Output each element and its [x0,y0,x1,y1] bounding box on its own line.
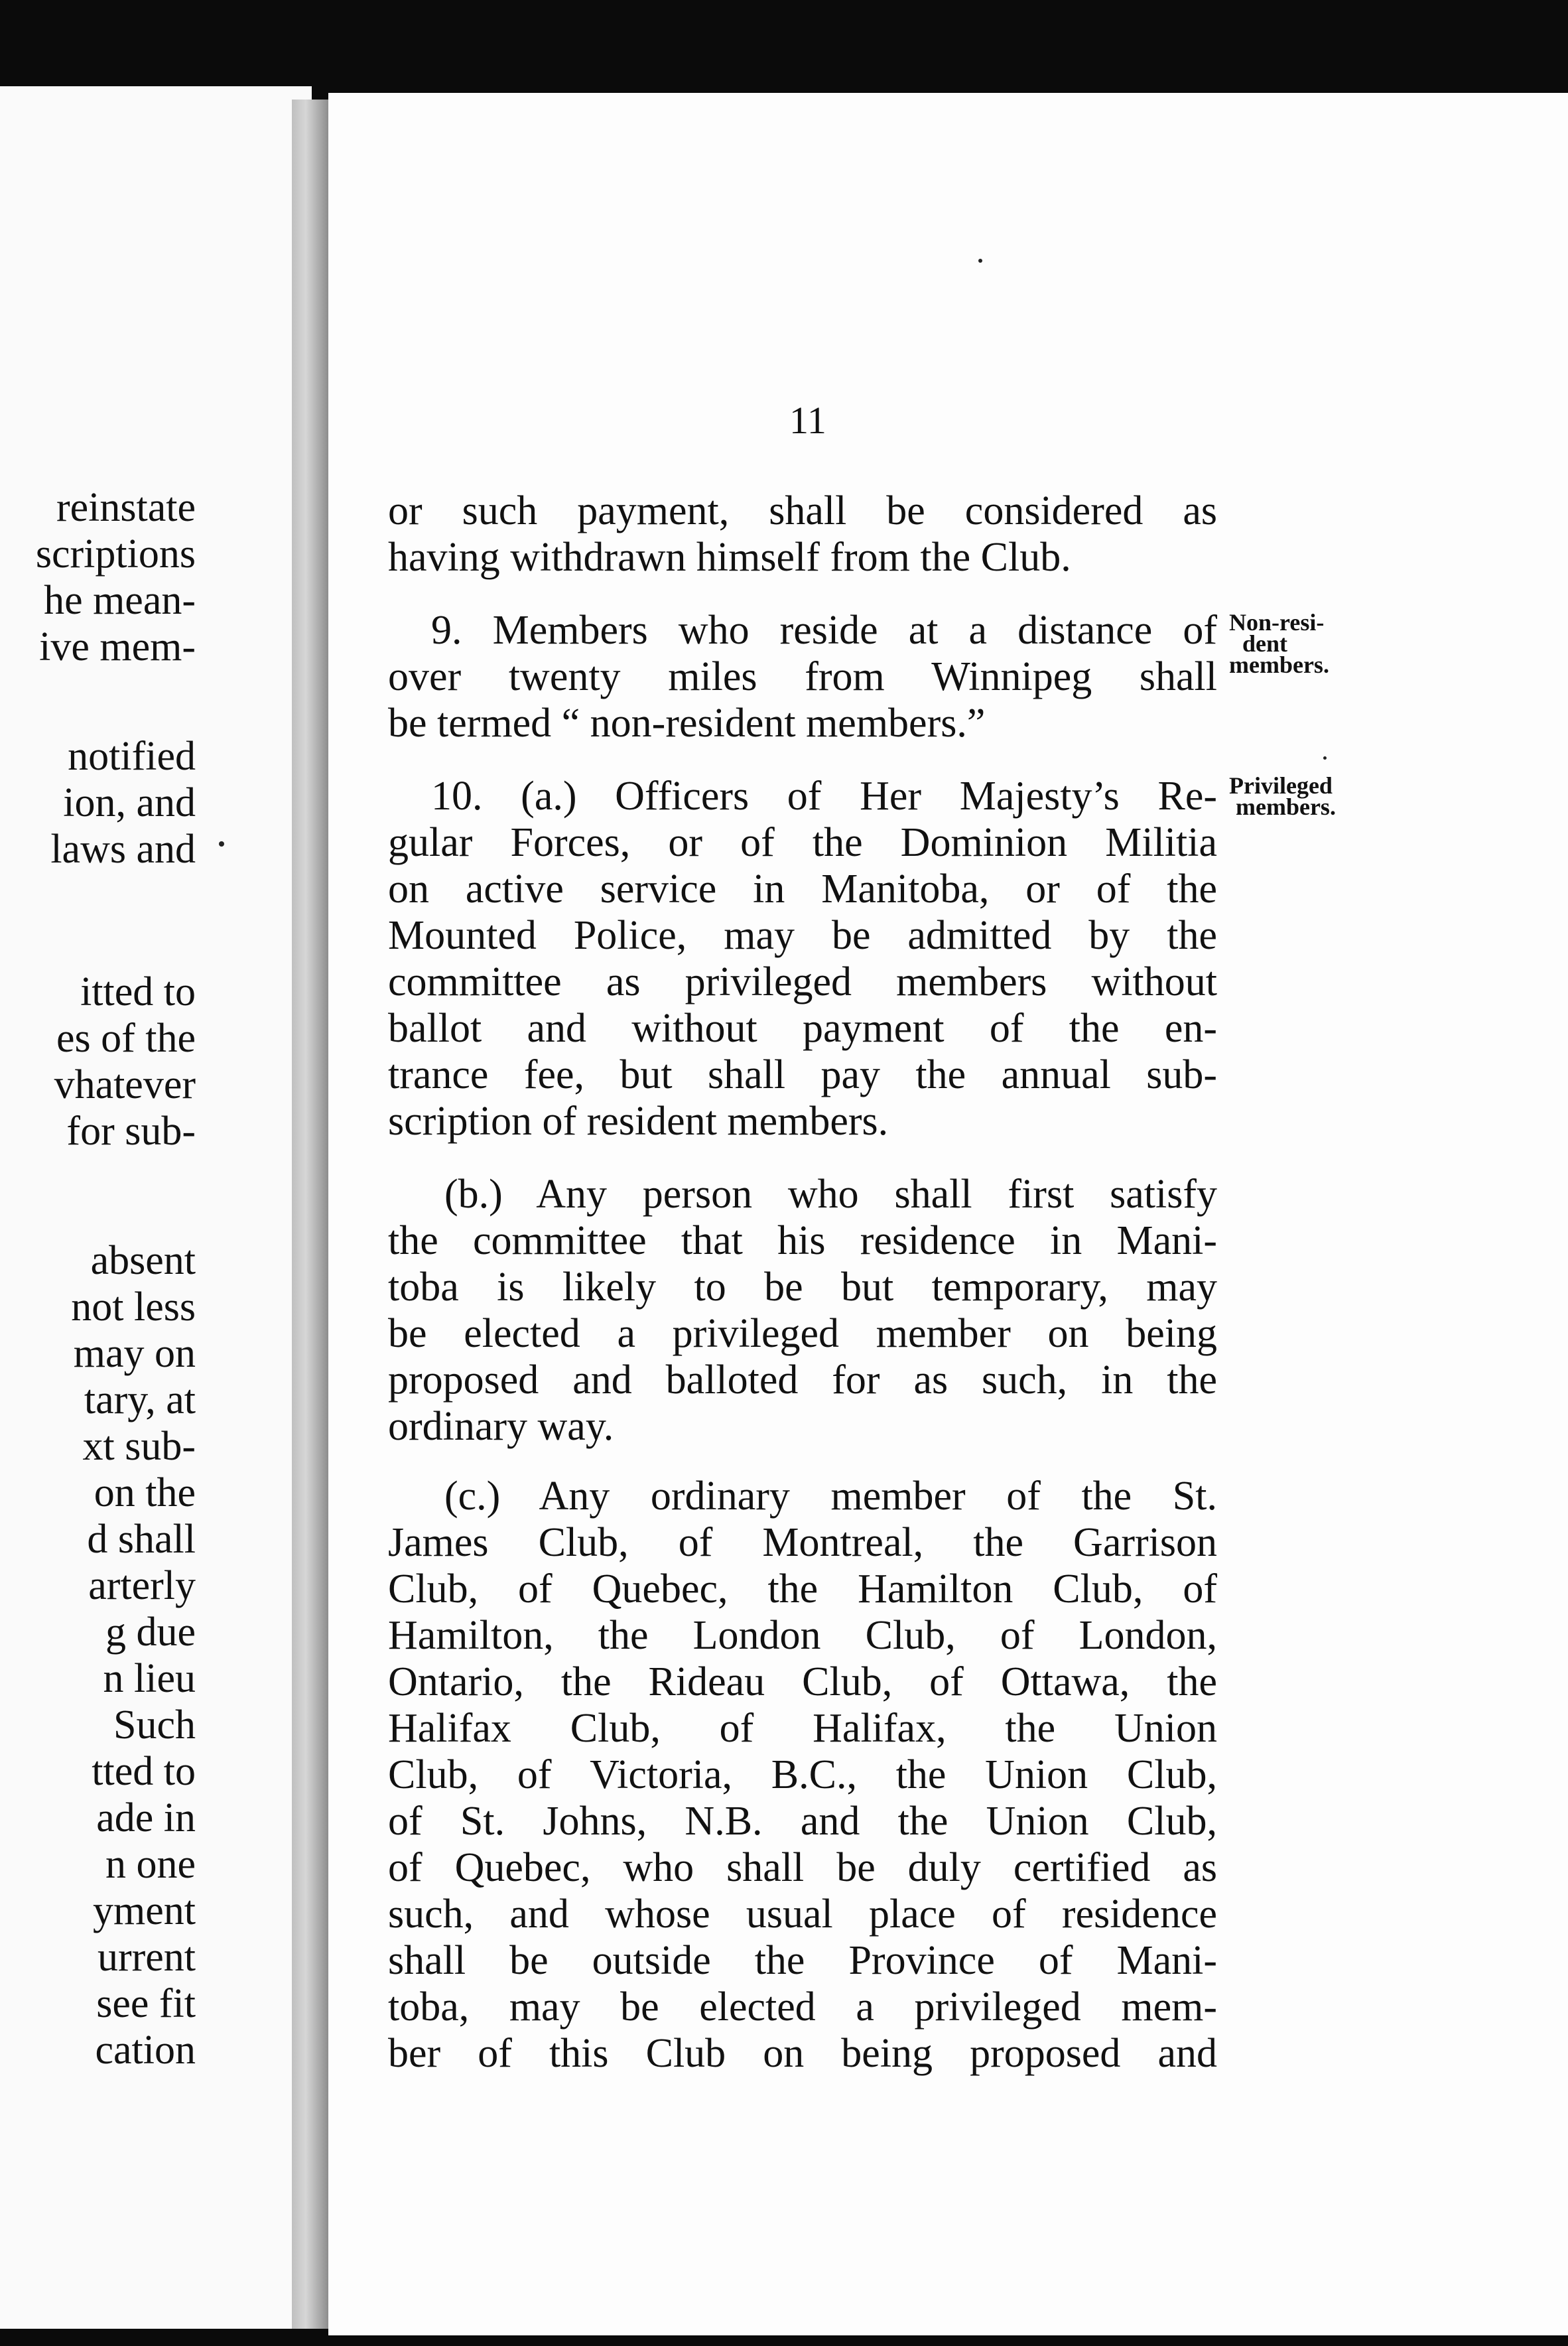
body-line: Halifax Club, of Halifax, the Union [388,1706,1217,1751]
page-number: 11 [789,399,826,442]
body-line: be termed “ non-resident members.” [388,701,986,746]
body-line: ballot and without payment of the en- [388,1006,1217,1051]
body-line: committee as privileged members without [388,959,1217,1004]
margin-note-line: Non-resi- [1229,609,1325,636]
left-page-line: absent [90,1238,196,1283]
left-page-line: yment [93,1888,196,1933]
left-page-line: es of the [56,1016,196,1061]
left-page-line: may on [73,1331,196,1376]
ink-speck [1323,756,1327,760]
left-page-line: for sub- [66,1109,196,1154]
left-page-line: urrent [97,1935,196,1980]
body-line: such, and whose usual place of residence [388,1892,1217,1937]
left-page-line: n one [105,1842,196,1887]
body-line: Hamilton, the London Club, of London, [388,1613,1217,1658]
left-page-line: ade in [96,1795,196,1840]
body-line: Ontario, the Rideau Club, of Ottawa, the [388,1659,1217,1704]
body-line: shall be outside the Province of Mani- [388,1938,1217,1983]
left-page-line: reinstate [56,485,196,530]
body-line: Mounted Police, may be admitted by the [388,913,1217,958]
left-page-line: vhatever [54,1062,196,1107]
body-line: ordinary way. [388,1404,614,1449]
margin-note-non-resident [1229,609,1329,678]
body-line: be elected a privileged member on being [388,1311,1217,1356]
margin-note-line: members. [1236,794,1336,820]
left-page-line: tary, at [84,1377,196,1422]
ink-speck [978,259,982,263]
left-page-line: itted to [80,969,196,1014]
left-page-line: not less [71,1284,196,1330]
left-page-line: ive mem- [39,624,196,669]
left-page-line: arterly [88,1563,196,1608]
left-page-line: ion, and [63,780,196,825]
body-line: (b.) Any person who shall first satisfy [444,1172,1217,1217]
left-page-line: see fit [96,1981,196,2026]
left-page-line: cation [95,2028,196,2073]
body-line: James Club, of Montreal, the Garrison [388,1520,1217,1565]
left-page-line: g due [105,1610,196,1655]
left-page-line: laws and [50,827,196,872]
body-line: the committee that his residence in Mani- [388,1218,1217,1263]
left-page-line: n lieu [103,1656,196,1701]
body-line: proposed and balloted for as such, in the [388,1357,1217,1403]
body-line: Club, of Victoria, B.C., the Union Club, [388,1752,1217,1797]
left-page-line: he mean- [44,578,196,623]
body-line: 10. (a.) Officers of Her Majesty’s Re- [431,774,1217,819]
margin-note-line: Privileged [1229,772,1333,799]
left-page-line: scriptions [35,531,196,577]
body-line: on active service in Manitoba, or of the [388,866,1217,912]
body-line: scription of resident members. [388,1099,889,1144]
left-page-line: Such [113,1702,196,1748]
body-line: of St. Johns, N.B. and the Union Club, [388,1799,1217,1844]
body-line: Club, of Quebec, the Hamilton Club, of [388,1566,1217,1612]
body-line: ber of this Club on being proposed and [388,2031,1217,2076]
body-line: gular Forces, or of the Dominion Militia [388,820,1217,865]
body-line: of Quebec, who shall be duly certified as [388,1845,1217,1890]
body-line: over twenty miles from Winnipeg shall [388,654,1217,699]
body-line: toba is likely to be but temporary, may [388,1265,1217,1310]
left-page-line: xt sub- [82,1424,196,1469]
left-page-line: tted to [92,1749,196,1794]
body-line: having withdrawn himself from the Club. [388,535,1071,580]
body-line: (c.) Any ordinary member of the St. [444,1474,1217,1519]
left-page-line: on the [94,1470,196,1515]
margin-note-privileged [1229,772,1336,820]
body-line: or such payment, shall be considered as [388,488,1217,533]
ink-speck [219,841,224,847]
margin-note-line: dent [1242,630,1288,657]
left-page-line: notified [68,734,196,779]
body-line: toba, may be elected a privileged mem- [388,1984,1217,2030]
left-page-fragment [0,86,312,2329]
body-line: trance fee, but shall pay the annual sub- [388,1052,1217,1097]
body-line: 9. Members who reside at a distance of [431,608,1217,653]
left-page-line: d shall [87,1517,196,1562]
margin-note-line: members. [1229,652,1329,678]
